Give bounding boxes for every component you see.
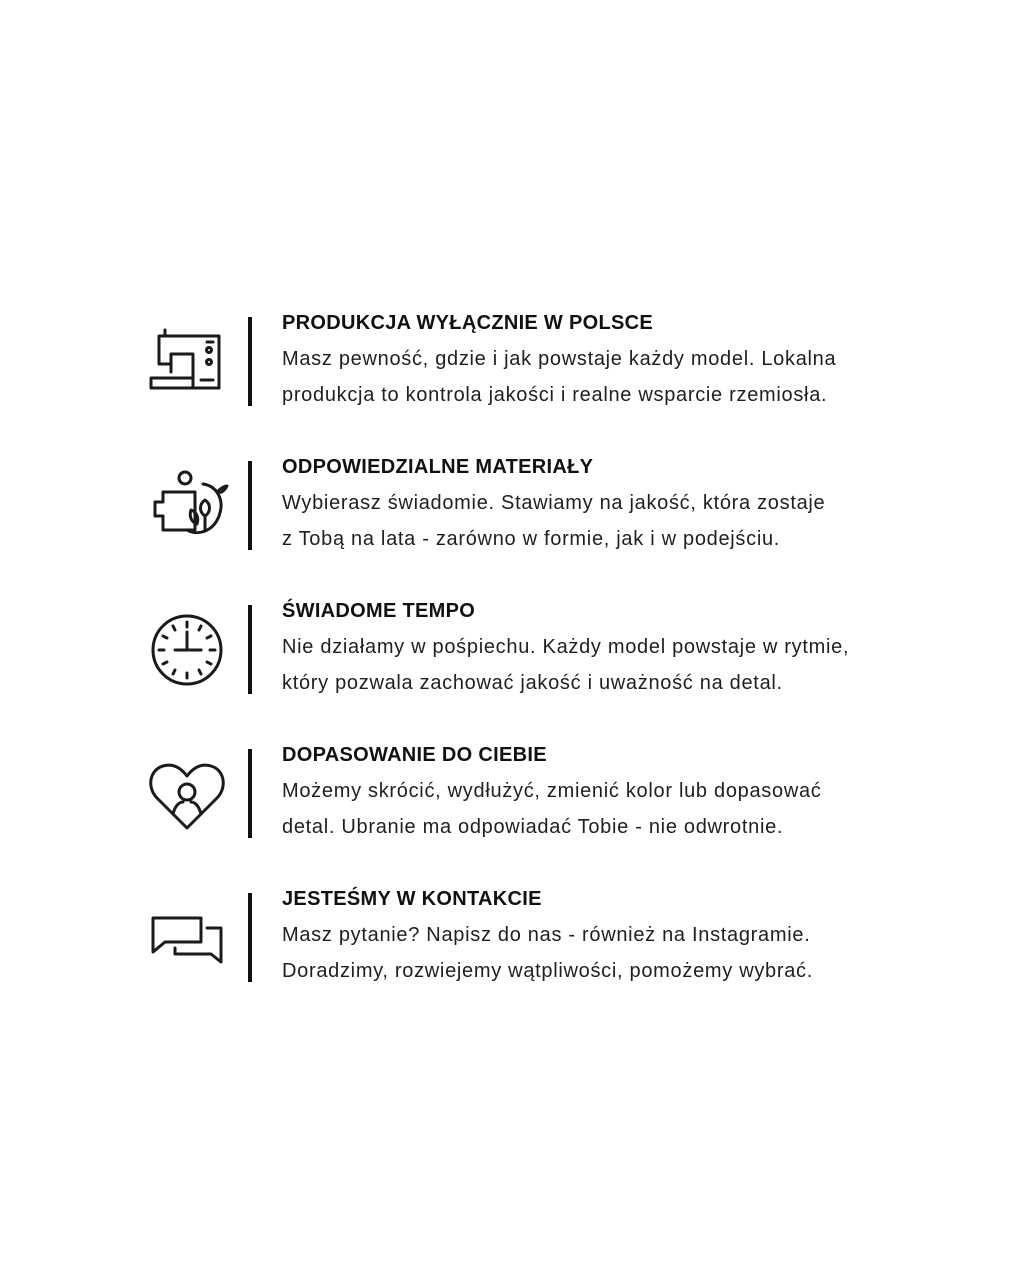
feature-description-line: Doradzimy, rozwiejemy wątpliwości, pomożemy wybrać. bbox=[282, 960, 814, 982]
heart-person-icon bbox=[142, 744, 232, 844]
feature-production bbox=[0, 312, 1024, 422]
feature-fitting bbox=[0, 744, 1024, 854]
feature-description-line: Wybierasz świadomie. Stawiamy na jakość, która zostaje bbox=[282, 492, 826, 514]
feature-contact bbox=[0, 888, 1024, 998]
feature-title: DOPASOWANIE DO CIEBIE bbox=[282, 744, 547, 766]
feature-description-line: detal. Ubranie ma odpowiadać Tobie - nie odwrotnie. bbox=[282, 816, 784, 838]
feature-description-line: produkcja to kontrola jakości i realne wsparcie rzemiosła. bbox=[282, 384, 828, 406]
divider bbox=[248, 749, 252, 838]
feature-title: ODPOWIEDZIALNE MATERIAŁY bbox=[282, 456, 594, 478]
feature-tempo bbox=[0, 600, 1024, 710]
clock-icon bbox=[142, 600, 232, 700]
feature-description-line: Możemy skrócić, wydłużyć, zmienić kolor lub dopasować bbox=[282, 780, 822, 802]
feature-description-line: z Tobą na lata - zarówno w formie, jak i w podejściu. bbox=[282, 528, 781, 550]
feature-materials bbox=[0, 456, 1024, 566]
feature-description-line: Masz pytanie? Napisz do nas - również na Instagramie. bbox=[282, 924, 811, 946]
chat-bubbles-icon bbox=[142, 888, 232, 988]
feature-title: ŚWIADOME TEMPO bbox=[282, 600, 476, 622]
sewing-machine-icon bbox=[142, 312, 232, 412]
divider bbox=[248, 893, 252, 982]
feature-title: JESTEŚMY W KONTAKCIE bbox=[282, 888, 542, 910]
divider bbox=[248, 605, 252, 694]
divider bbox=[248, 461, 252, 550]
feature-description-line: który pozwala zachować jakość i uważność na detal. bbox=[282, 672, 783, 694]
feature-description-line: Masz pewność, gdzie i jak powstaje każdy model. Lokalna bbox=[282, 348, 837, 370]
divider bbox=[248, 317, 252, 406]
feature-description-line: Nie działamy w pośpiechu. Każdy model powstaje w rytmie, bbox=[282, 636, 850, 658]
feature-title: PRODUKCJA WYŁĄCZNIE W POLSCE bbox=[282, 312, 653, 334]
eco-materials-icon bbox=[142, 456, 232, 556]
